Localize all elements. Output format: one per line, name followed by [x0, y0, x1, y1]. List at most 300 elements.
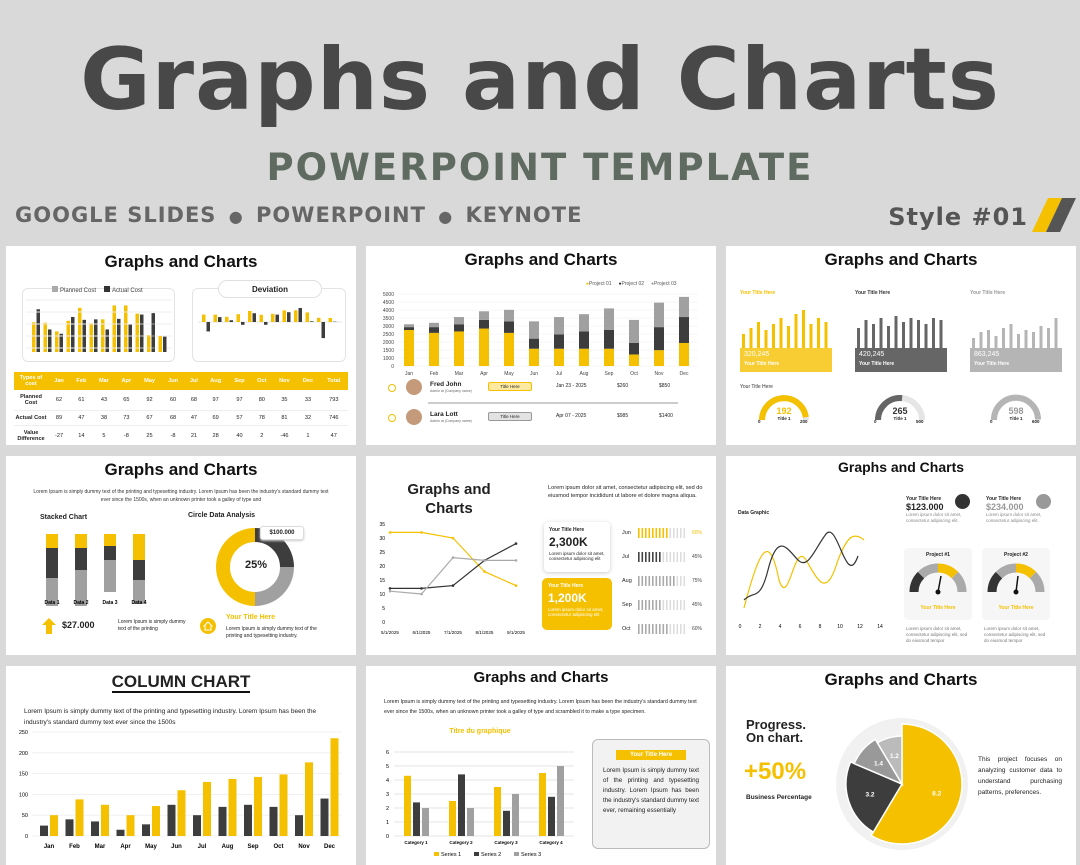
- gauge-segment: [914, 575, 921, 592]
- deviation-bar: [322, 322, 326, 338]
- tick: [656, 600, 658, 610]
- tick-label: Nov: [298, 844, 310, 850]
- tick-label: Mar: [95, 844, 106, 850]
- gauge-segment: [938, 568, 955, 575]
- circle-title: Circle Data Analysis: [188, 512, 255, 519]
- column-bar: [203, 782, 211, 836]
- mini-bar: [750, 328, 753, 348]
- mini-bar-chart: [855, 300, 947, 348]
- tick: [684, 600, 686, 610]
- cluster-bar: [422, 808, 429, 836]
- planned-bar: [306, 312, 310, 322]
- tick: [645, 600, 647, 610]
- tick-label: 25: [379, 550, 385, 556]
- stack-segment: [46, 548, 58, 578]
- tick: [638, 600, 640, 610]
- tick: [680, 624, 682, 634]
- project-legend: ●Project 01 ●Project 02 ●Project 03: [586, 281, 677, 287]
- planned-bar: [317, 318, 321, 322]
- mini-bar: [917, 320, 920, 348]
- slide-title: Graphs and Charts: [726, 459, 1076, 475]
- tick: [652, 552, 654, 562]
- stat-card-1: Your Title Here 2,300K Lorem ipsum dolor sit amet, consectetur adipiscing elit: [544, 522, 610, 572]
- actual-bar: [48, 329, 52, 352]
- cluster-bar: [503, 811, 510, 836]
- slice-label: 1.4: [874, 760, 883, 767]
- month-label: Aug: [622, 578, 632, 584]
- stack-segment: [404, 327, 414, 330]
- stack-segment: [679, 317, 689, 343]
- stack-segment: [629, 320, 639, 343]
- subtitle: POWERPOINT TEMPLATE: [0, 146, 1080, 189]
- gauge-title: Title 1: [774, 416, 794, 421]
- tick-label: Category 4: [539, 840, 563, 845]
- slide-title: Graphs and Charts: [6, 460, 356, 480]
- table-row: [14, 390, 348, 411]
- deviation-bar: [276, 315, 280, 322]
- series-line: [390, 544, 516, 589]
- big-percent-label: Business Percentage: [746, 794, 812, 801]
- mini-bar: [987, 330, 990, 348]
- gauge-hub: [936, 590, 941, 595]
- gauge-segment: [921, 568, 938, 575]
- planned-bar: [248, 311, 252, 322]
- tick: [663, 552, 665, 562]
- mini-bar: [880, 318, 883, 348]
- stack-segment: [579, 349, 589, 366]
- slide-1[interactable]: [6, 246, 356, 445]
- legend-label: Series 2: [481, 852, 501, 858]
- column-bar: [295, 815, 303, 836]
- data-graphic-label: Data Graphic: [738, 510, 769, 516]
- planned-bar: [32, 322, 36, 352]
- table-cell: 47: [70, 411, 93, 426]
- card-sub: Your Title Here: [859, 361, 894, 367]
- table-cell: 97: [203, 390, 227, 411]
- column-bar: [168, 805, 176, 836]
- table-cell: 35: [273, 390, 297, 411]
- tick-label: 2500: [383, 332, 394, 338]
- value-2: $1400: [659, 413, 673, 419]
- column-header: Jan: [48, 372, 70, 390]
- table-cell: 21: [184, 426, 203, 446]
- column-chart: [10, 728, 350, 858]
- stack-segment: [133, 560, 145, 580]
- gauge-max: 600: [1032, 419, 1040, 424]
- actual-bar: [94, 319, 98, 352]
- title-tag: Title Here: [488, 382, 532, 391]
- tick-label: Jun: [171, 844, 182, 850]
- slide-6[interactable]: [726, 456, 1076, 655]
- clustered-bar-chart: [378, 738, 582, 864]
- series-line: [744, 532, 858, 600]
- tick: [645, 552, 647, 562]
- planned-bar: [113, 305, 117, 352]
- tick: [670, 528, 672, 538]
- tick: [670, 624, 672, 634]
- mini-bar: [972, 338, 975, 348]
- mini-bar: [932, 318, 935, 348]
- stack-segment: [404, 324, 414, 327]
- divider: [428, 402, 678, 404]
- project-gauge: [908, 562, 968, 596]
- slide-body: Lorem ipsum dolor sit amet, consectetur adipiscing elit, sed do eiusmod tempor incididunt ut labore et dolore magna aliqua.: [548, 484, 704, 500]
- deviation-bar: [287, 312, 291, 322]
- tick-label: 10: [379, 592, 385, 598]
- table-cell: 81: [273, 411, 297, 426]
- cluster-bar: [413, 802, 420, 836]
- gauge-hub: [1014, 590, 1019, 595]
- platform-google-slides: GOOGLE SLIDES: [15, 203, 216, 227]
- home-icon: [200, 618, 216, 634]
- tick: [670, 576, 672, 586]
- tick-label: Category 2: [449, 840, 473, 845]
- tick: [680, 576, 682, 586]
- table-cell: 73: [115, 411, 137, 426]
- table-cell: 746: [320, 411, 348, 426]
- platform-powerpoint: POWERPOINT: [256, 203, 426, 227]
- radio-icon[interactable]: [388, 414, 396, 422]
- slide-3[interactable]: [726, 246, 1076, 445]
- stack-segment: [504, 321, 514, 333]
- tick: [652, 624, 654, 634]
- mini-bar: [742, 334, 745, 348]
- slide-2[interactable]: [366, 246, 716, 445]
- stack-segment: [679, 343, 689, 366]
- tick-label: Aug: [222, 844, 234, 850]
- style-label: Style #01: [888, 203, 1028, 231]
- data-point: [420, 531, 423, 534]
- column-bar: [76, 799, 84, 836]
- your-title: Your Title Here: [226, 614, 275, 621]
- column-bar: [117, 830, 125, 836]
- table-cell: 2: [251, 426, 272, 446]
- table-cell: Planned Cost: [14, 390, 48, 411]
- table-cell: 32: [296, 411, 319, 426]
- planned-bar: [67, 321, 71, 352]
- tick-label: Jul: [556, 371, 562, 376]
- mini-bar: [995, 336, 998, 348]
- tick: [666, 600, 668, 610]
- planned-bar: [90, 323, 94, 352]
- stack-segment: [529, 349, 539, 366]
- legend-actual: Actual Cost: [104, 286, 143, 294]
- tick-label: Feb: [430, 371, 439, 376]
- tick: [649, 528, 651, 538]
- table-cell: 47: [320, 426, 348, 446]
- tick-label: Oct: [273, 844, 283, 850]
- planned-bar: [329, 318, 333, 322]
- donut-percent: 25%: [236, 559, 276, 571]
- tick: [673, 528, 675, 538]
- column-header: Dec: [296, 372, 319, 390]
- stack-segment: [404, 330, 414, 366]
- platform-list: GOOGLE SLIDES ● POWERPOINT ● KEYNOTE: [15, 203, 582, 227]
- column-header: Sep: [228, 372, 251, 390]
- gauge-value: 598: [1006, 406, 1026, 416]
- cluster-bar: [539, 773, 546, 836]
- tick: [642, 624, 644, 634]
- legend-swatch: [514, 852, 519, 856]
- project-text: Lorem ipsum dolor sit amet, consectetur adipiscing elit, sed do eiusmod tempor: [984, 626, 1050, 644]
- planned-bar: [225, 317, 229, 322]
- actual-bar: [106, 329, 110, 352]
- table-cell: 67: [137, 411, 161, 426]
- radio-icon[interactable]: [388, 384, 396, 392]
- cost-bar-chart: [26, 298, 172, 360]
- tick: [659, 552, 661, 562]
- column-bar: [280, 774, 288, 836]
- column-bar: [193, 815, 201, 836]
- tick: [656, 624, 658, 634]
- stat-2: Your Title Here $234.000 Lorem ipsum dolor sit amet, consectetur adipiscing elit.: [986, 496, 1061, 524]
- value-2: $850: [659, 383, 670, 389]
- platform-keynote: KEYNOTE: [466, 203, 583, 227]
- stack-segment: [429, 323, 439, 327]
- gauge-segment: [1033, 575, 1040, 592]
- column-bar: [152, 806, 160, 836]
- tick-label: Category 1: [404, 840, 428, 845]
- stack-segment: [554, 334, 564, 348]
- mini-bar: [780, 318, 783, 348]
- gauge-max: 200: [800, 419, 808, 424]
- column-bar: [127, 815, 135, 836]
- planned-bar: [78, 308, 82, 352]
- mini-bar: [1025, 330, 1028, 348]
- stack-segment: [479, 320, 489, 329]
- tick: [666, 576, 668, 586]
- column-header: Oct: [251, 372, 272, 390]
- slide-body: Lorem Ipsum is simply dummy text of the printing and typesetting industry. Lorem Ipsum has been the industry's standard dummy text ever since the 1500s: [24, 706, 344, 728]
- deviation-label: Deviation: [218, 280, 322, 298]
- tick: [684, 576, 686, 586]
- tick: [677, 552, 679, 562]
- tick-label: Sep: [605, 371, 614, 376]
- legend-label: Series 1: [441, 852, 461, 858]
- stack-segment: [46, 534, 58, 548]
- tick-label: Jan: [405, 371, 413, 376]
- tick-label: May: [145, 844, 157, 850]
- stack-segment: [504, 333, 514, 366]
- date-range: Apr 07 - 2025: [556, 413, 586, 419]
- data-point: [483, 559, 486, 562]
- tick: [649, 552, 651, 562]
- tick-label: 14: [877, 624, 883, 630]
- main-title: Graphs and Charts: [0, 30, 1080, 130]
- table-cell: 80: [251, 390, 272, 411]
- gauge-min: 0: [874, 419, 877, 424]
- line-chart: [370, 520, 530, 640]
- building-icon: [955, 494, 970, 509]
- tick: [673, 600, 675, 610]
- stack-segment: [479, 311, 489, 320]
- tick: [684, 552, 686, 562]
- stack-segment: [554, 317, 564, 334]
- planned-bar: [237, 314, 241, 322]
- mini-bar-chart: [740, 300, 832, 348]
- stack-segment: [454, 324, 464, 331]
- deviation-bar: [264, 322, 268, 325]
- stacked-chart: [40, 526, 170, 606]
- legend-swatch: [474, 852, 479, 856]
- column-bar: [40, 826, 48, 836]
- tick-label: 4000: [383, 308, 394, 314]
- card-value: 863,245: [974, 351, 999, 358]
- planned-bar: [124, 305, 128, 352]
- planned-bar: [260, 315, 264, 322]
- tick-label: 4: [779, 624, 782, 630]
- planned-bar: [55, 331, 59, 352]
- gauge-value: 192: [774, 406, 794, 416]
- tick-label: 100: [19, 792, 28, 798]
- column-bar: [101, 805, 109, 836]
- tick: [659, 624, 661, 634]
- slide-5[interactable]: [366, 456, 716, 655]
- stack-segment: [454, 317, 464, 324]
- gauge-value: 265: [890, 406, 910, 416]
- tick: [663, 576, 665, 586]
- tick: [649, 624, 651, 634]
- cluster-bar: [557, 766, 564, 836]
- month-label: Sep: [622, 602, 632, 608]
- tick: [656, 528, 658, 538]
- month-percent: 45%: [692, 554, 702, 560]
- table-cell: 78: [251, 411, 272, 426]
- gauge-min: 0: [758, 419, 761, 424]
- data-point: [420, 593, 423, 596]
- actual-bar: [140, 315, 144, 352]
- column-bar: [305, 762, 313, 836]
- tick: [659, 600, 661, 610]
- tick-label: 3000: [383, 324, 394, 330]
- planned-bar: [214, 315, 218, 322]
- mini-bar: [802, 310, 805, 348]
- data-point: [452, 537, 455, 540]
- tick-bar: [638, 552, 688, 562]
- slide-7[interactable]: [6, 666, 356, 865]
- month-percent: 75%: [692, 578, 702, 584]
- tick-bar: [638, 576, 688, 586]
- stack-segment: [104, 534, 116, 546]
- tick-label: Apr: [120, 844, 131, 850]
- tick-label: 1500: [383, 348, 394, 354]
- table-cell: 60: [162, 390, 185, 411]
- deviation-bar: [230, 320, 234, 322]
- slide-9[interactable]: [726, 666, 1076, 865]
- mini-bar: [857, 328, 860, 348]
- tick-label: Data 1: [44, 600, 59, 606]
- gauge-segment: [992, 575, 999, 592]
- tick: [659, 576, 661, 586]
- tick-label: Feb: [69, 844, 80, 850]
- tick: [670, 600, 672, 610]
- tick-label: 35: [379, 522, 385, 528]
- gauge-max: 500: [916, 419, 924, 424]
- planned-bar: [147, 335, 151, 352]
- tick-label: 0: [739, 624, 742, 630]
- mini-bar: [1055, 318, 1058, 348]
- tick-label: 20: [379, 564, 385, 570]
- tick: [666, 528, 668, 538]
- table-cell: 57: [228, 411, 251, 426]
- tick: [666, 552, 668, 562]
- column-bar: [270, 807, 278, 836]
- gauge-segment: [999, 568, 1016, 575]
- mini-bar: [865, 320, 868, 348]
- tick: [659, 528, 661, 538]
- stack-segment: [679, 297, 689, 317]
- actual-bar: [37, 309, 41, 352]
- table-cell: 14: [70, 426, 93, 446]
- slide-8[interactable]: [366, 666, 716, 865]
- month-percent: 45%: [692, 602, 702, 608]
- tick-label: 1000: [383, 356, 394, 362]
- tick: [663, 528, 665, 538]
- card-label: Your Title Here: [970, 290, 1005, 296]
- slice-label: 1.2: [890, 753, 899, 760]
- planned-bar: [136, 314, 140, 352]
- stack-segment: [133, 534, 145, 560]
- tick-label: 250: [19, 730, 28, 736]
- mini-bar-chart: [970, 300, 1062, 348]
- actual-bar: [60, 334, 64, 352]
- deviation-bar: [310, 321, 314, 322]
- data-point: [515, 542, 518, 545]
- slide-body: Lorem Ipsum is simply dummy text of the printing and typesetting industry. Lorem Ipsum has been the industry's standard dummy text ever since the 1500s, when an unknown printer took a galley of type and scrambled it to make a type specimen.: [384, 697, 706, 717]
- tick-label: 200: [19, 751, 28, 757]
- data-point: [515, 559, 518, 562]
- planned-bar: [271, 314, 275, 322]
- gauge-min: 0: [990, 419, 993, 424]
- cost-table: [14, 372, 348, 445]
- tick-label: Aug: [580, 371, 589, 376]
- stripes-logo-icon: [1032, 198, 1076, 232]
- mini-bar: [872, 324, 875, 348]
- slide-4[interactable]: [6, 456, 356, 655]
- project-label: Project #1: [904, 552, 972, 558]
- data-point: [389, 531, 392, 534]
- deviation-bar: [207, 322, 211, 331]
- tick: [656, 552, 658, 562]
- tick: [645, 528, 647, 538]
- donut-segment: [255, 567, 287, 599]
- column-header: Mar: [93, 372, 116, 390]
- stack-segment: [454, 331, 464, 366]
- mini-bar: [757, 322, 760, 348]
- stack-segment: [654, 350, 664, 366]
- column-bar: [66, 819, 74, 836]
- mini-bar: [810, 324, 813, 348]
- card-label: Your Title Here: [740, 290, 775, 296]
- stacked-title: Stacked Chart: [40, 514, 87, 521]
- mini-bar: [902, 322, 905, 348]
- data-point: [515, 584, 518, 587]
- tick-label: 2: [759, 624, 762, 630]
- slice-label: 8.2: [932, 791, 941, 798]
- info-box: Your Title Here Lorem Ipsum is simply dummy text of the printing and typesetting industry. Lorem Ipsum has been the industry's standard dummy text ever, remaining essentially: [592, 739, 710, 849]
- tick: [670, 552, 672, 562]
- legend-label: Series 3: [521, 852, 541, 858]
- tick: [642, 576, 644, 586]
- series-line: [744, 536, 864, 608]
- table-cell: 47: [184, 411, 203, 426]
- legend-planned: Planned Cost: [52, 286, 96, 294]
- stack-segment: [579, 314, 589, 331]
- cluster-bar: [494, 787, 501, 836]
- tick-label: Nov: [655, 371, 664, 376]
- gauge-label: Your Title Here: [740, 384, 773, 390]
- amount-text: Lorem Ipsum is simply dummy text of the printing: [118, 619, 188, 633]
